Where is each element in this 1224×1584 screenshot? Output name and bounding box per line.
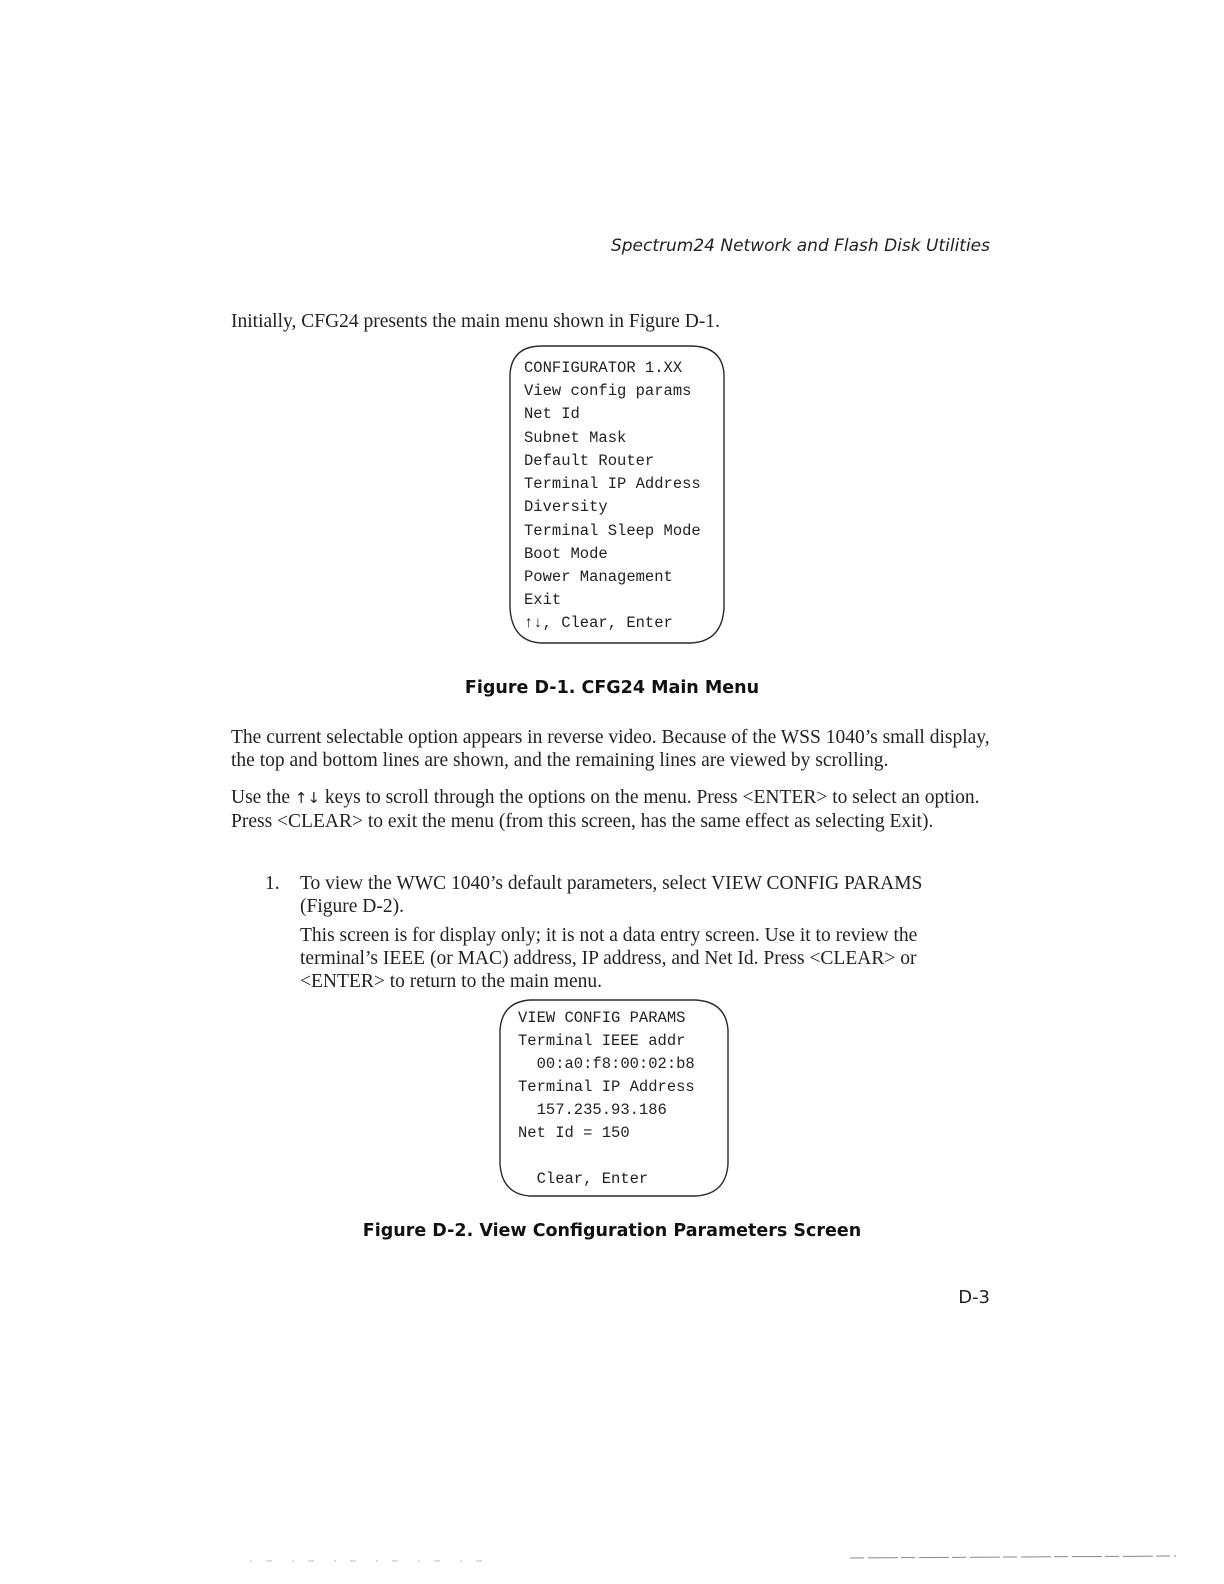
figure-d2-caption: Figure D-2. View Configuration Parameters Screen (362, 1221, 862, 1241)
keys-text-after: keys to scroll through the options on the menu. Press <ENTER> to select an option. Press <CLEAR> to exit the menu (from this screen, has the same effect as selecting Exit). (231, 787, 980, 832)
menu-item-view-config[interactable]: View config params (524, 382, 692, 400)
figure-d1-caption: Figure D-1. CFG24 Main Menu (464, 678, 760, 698)
menu-item-diversity[interactable]: Diversity (524, 498, 608, 516)
menu-item-net-id[interactable]: Net Id (524, 405, 580, 423)
ieee-addr-value: 00:a0:f8:00:02:b8 (518, 1055, 695, 1073)
page-number: D-3 (958, 1287, 990, 1308)
menu-item-default-router[interactable]: Default Router (524, 452, 655, 470)
menu-item-terminal-ip[interactable]: Terminal IP Address (524, 475, 701, 493)
running-header: Spectrum24 Network and Flash Disk Utilities (610, 236, 990, 256)
net-id-value: Net Id = 150 (518, 1124, 630, 1142)
menu-item-boot-mode[interactable]: Boot Mode (524, 545, 608, 563)
menu-key-hint: ↑↓, Clear, Enter (524, 614, 673, 632)
up-down-arrows-icon: ↑↓ (294, 789, 321, 807)
ieee-addr-label: Terminal IEEE addr (518, 1032, 686, 1050)
ip-address-label: Terminal IP Address (518, 1078, 695, 1096)
menu-item-sleep-mode[interactable]: Terminal Sleep Mode (524, 522, 701, 540)
screen-key-hint: Clear, Enter (518, 1170, 649, 1188)
keys-text-before: Use the (231, 787, 295, 808)
step1-text: To view the WWC 1040’s default parameters, select VIEW CONFIG PARAMS (Figure D-2). (300, 873, 923, 917)
intro-paragraph: Initially, CFG24 presents the main menu shown in Figure D-1. (231, 311, 720, 332)
step-number: 1. (265, 873, 280, 894)
menu-item-exit[interactable]: Exit (524, 591, 562, 609)
reverse-video-paragraph: The current selectable option appears in reverse video. Because of the WSS 1040’s small display, the top and bottom lines are shown, and the remaining lines are viewed by scrolling. (231, 727, 990, 771)
screen-title: VIEW CONFIG PARAMS (518, 1009, 686, 1027)
ip-address-value: 157.235.93.186 (518, 1101, 667, 1119)
step1-detail: This screen is for display only; it is not a data entry screen. Use it to review the terminal’s IEEE (or MAC) address, IP address, and Net Id. Press <CLEAR> or <ENTER> to return to the main menu. (300, 925, 918, 992)
menu-title: CONFIGURATOR 1.XX (524, 359, 683, 377)
menu-item-power-management[interactable]: Power Management (524, 568, 673, 586)
menu-item-subnet-mask[interactable]: Subnet Mask (524, 429, 627, 447)
